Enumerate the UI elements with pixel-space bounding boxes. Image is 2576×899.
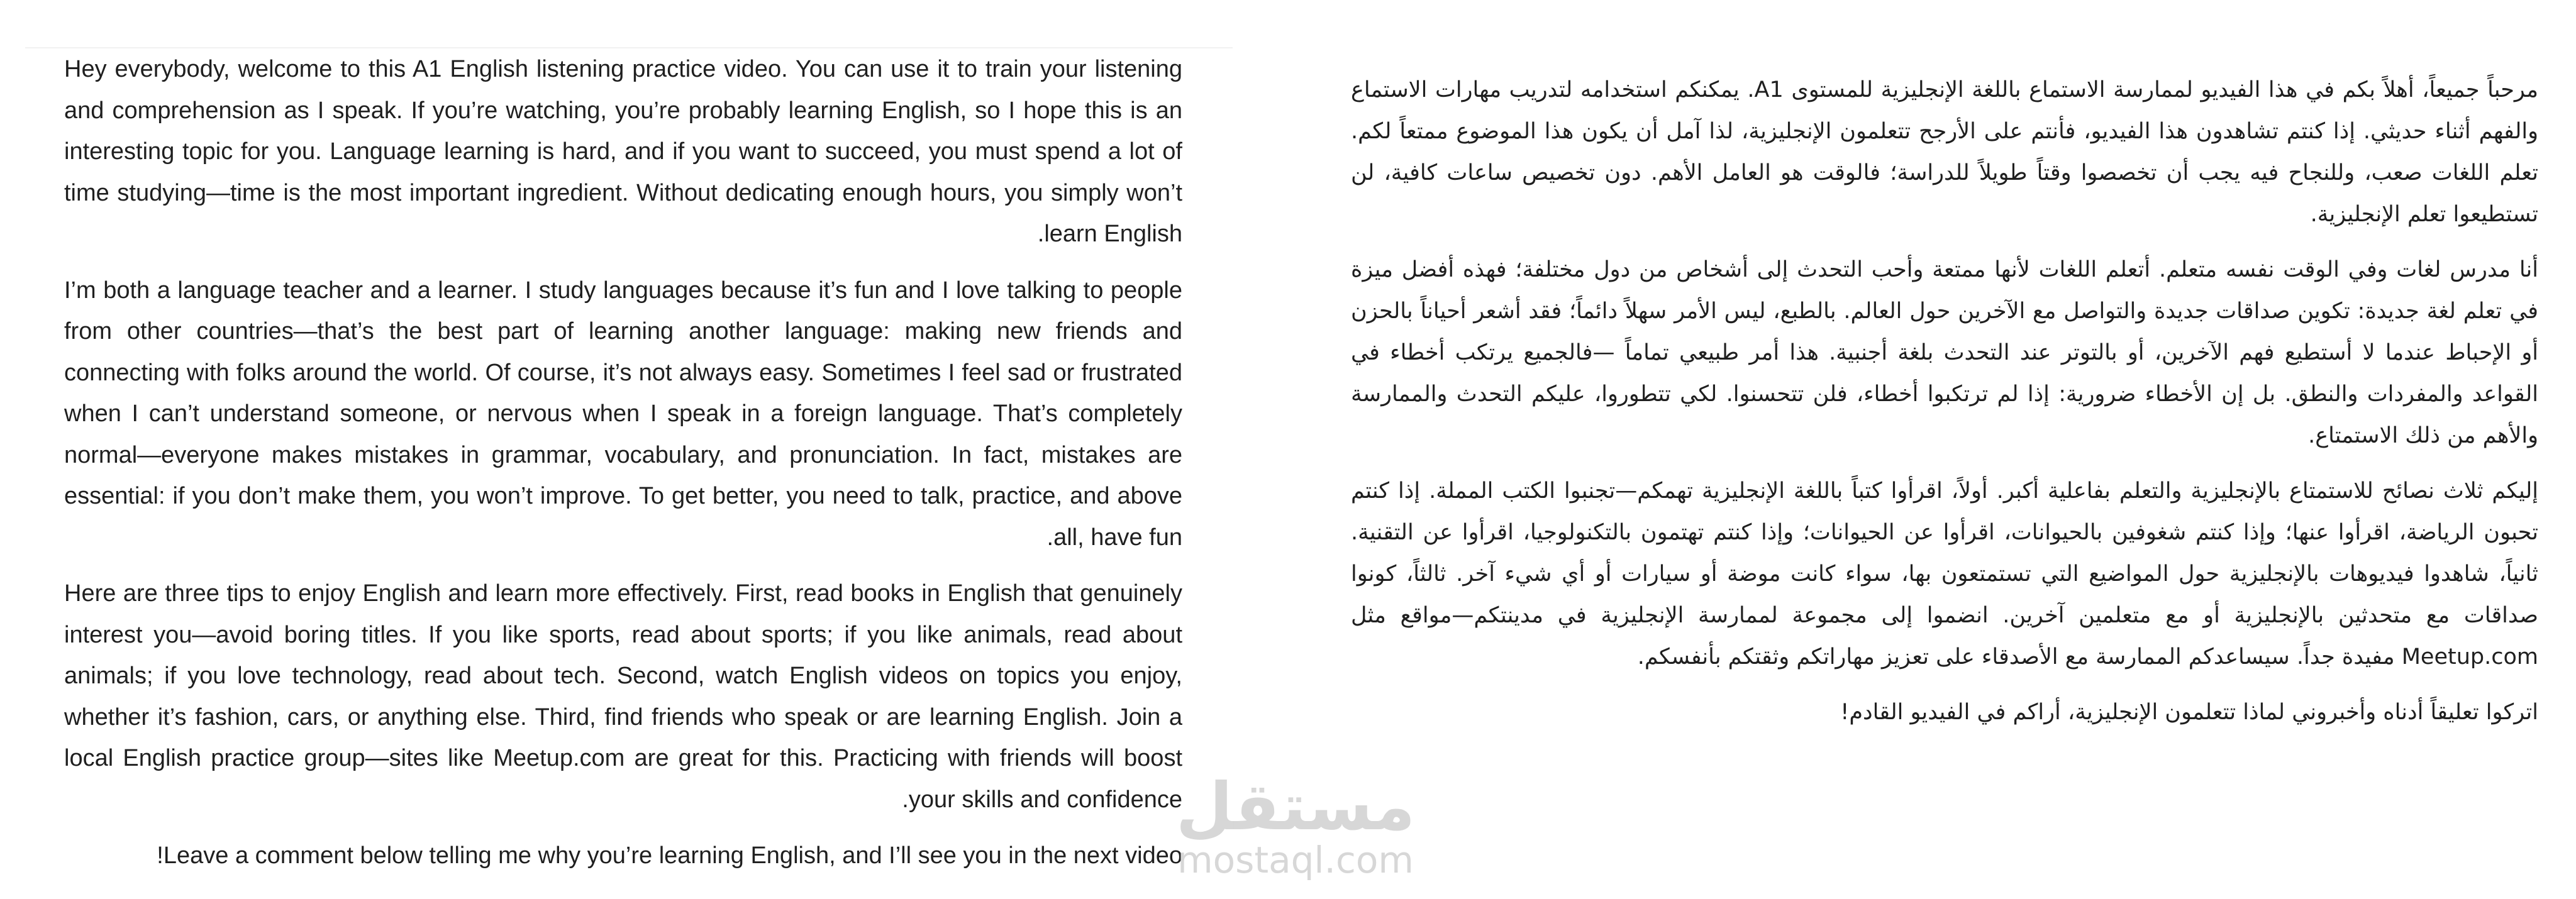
arabic-text-column [1351,69,2538,747]
arabic-paragraph-3: إليكم ثلاث نصائح للاستمتاع بالإنجليزية والتعلم بفاعلية أكبر. أولاً، اقرأوا كتباً باللغة الإنجليزية تهمكم—تجنبوا الكتب المملة. إذا كنتم تحبون الرياضة، اقرأوا عنها؛ وإذا كنتم شغوفين بالحيوانات، اقرأوا عن الحيوانات؛ وإذا كنتم تهتمون بالتكنولوجيا، اقرأوا عن التقنية. ثانياً، شاهدوا فيديوهات بالإنجليزية حول المواضيع التي تستمتعون بها، سواء كانت موضة أو سيارات أو أي شيء آخر. ثالثاً، كونوا صداقات مع متحدثين بالإنجليزية أو مع متعلمين آخرين. انضموا إلى مجموعة لممارسة الإنجليزية في مدينتكم—مواقع مثل Meetup.com مفيدة جداً. سيساعدكم الممارسة مع الأصدقاء على تعزيز مهاراتكم وثقتكم بأنفسكم. [1351,478,2538,670]
arabic-paragraph-4: اتركوا تعليقاً أدناه وأخبروني لماذا تتعلمون الإنجليزية، أراكم في الفيديو القادم! [1840,700,2538,725]
watermark-logo: مستقل [1175,768,1416,845]
english-paragraph-1: Hey everybody, welcome to this A1 English listening practice video. You can use it to train your listening and comprehension as I speak. If you’re watching, you’re probably learning English, so I hope this is an interesting topic for you. Language learning is hard, and if you want to succeed, you must spend a lot of time studying—time is the most important ingredient. Without dedicating enough hours, you simply won’t learn English. [64,56,1182,247]
arabic-paragraph-2: أنا مدرس لغات وفي الوقت نفسه متعلم. أتعلم اللغات لأنها ممتعة وأحب التحدث إلى أشخاص من دول مختلفة؛ فهذه أفضل ميزة في تعلم لغة جديدة: تكوين صداقات جديدة والتواصل مع الآخرين حول العالم. بالطبع، ليس الأمر سهلاً دائماً؛ فقد أشعر أحياناً بالحزن أو الإحباط عندما لا أستطيع فهم الآخرين، أو بالتوتر عند التحدث بلغة أجنبية. هذا أمر طبيعي تماماً —فالجميع يرتكب أخطاء في القواعد والمفردات والنطق. بل إن الأخطاء ضرورية: إذا لم ترتكبوا أخطاء، فلن تتحسنوا. لكي تتطوروا، عليكم التحدث والممارسة والأهم من ذلك الاستمتاع. [1351,257,2538,448]
arabic-paragraph-1: مرحباً جميعاً، أهلاً بكم في هذا الفيديو لممارسة الاستماع باللغة الإنجليزية للمستوى A1. يمكنكم استخدامه لتدريب مهارات الاستماع والفهم أثناء حديثي. إذا كنتم تشاهدون هذا الفيديو، فأنتم على الأرجح تتعلمون الإنجليزية، لذا آمل أن يكون هذا الموضوع ممتعاً لكم. تعلم اللغات صعب، وللنجاح فيه يجب أن تخصصوا وقتاً طويلاً للدراسة؛ فالوقت هو العامل الأهم. دون تخصيص ساعات كافية، لن تستطيعوا تعلم الإنجليزية. [1351,77,2538,227]
english-paragraph-2: I’m both a language teacher and a learner. I study languages because it’s fun and I love talking to people from other countries—that’s the best part of learning another language: making new friends and connecting with folks around the world. Of course, it’s not always easy. Sometimes I feel sad or frustrated when I can’t understand someone, or nervous when I speak in a foreign language. That’s completely normal—everyone makes mistakes in grammar, vocabulary, and pronunciation. In fact, mistakes are essential: if you don’t make them, you won’t improve. To get better, you need to talk, practice, and above all, have fun. [64,277,1182,551]
english-paragraph-4: Leave a comment below telling me why you’re learning English, and I’ll see you in the next video! [157,842,1182,869]
page-top-divider [25,47,1233,48]
arabic-page [1288,0,2576,899]
watermark-domain: mostaql.com [1177,839,1414,881]
english-paragraph-3: Here are three tips to enjoy English and learn more effectively. First, read books in English that genuinely interest you—avoid boring titles. If you like sports, read about sports; if you like animals, read about animals; if you love technology, read about tech. Second, watch English videos on topics you enjoy, whether it’s fashion, cars, or anything else. Third, find friends who speak or are learning English. Join a local English practice group—sites like Meetup.com are great for this. Practicing with friends will boost your skills and confidence. [64,580,1182,813]
english-text-column [64,49,1182,892]
